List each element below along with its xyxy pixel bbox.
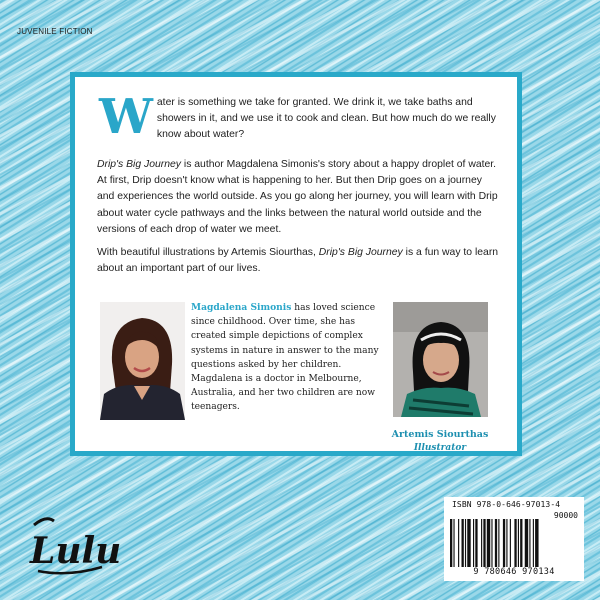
intro-paragraph [97,89,502,145]
illustrator-photo [393,302,488,417]
synopsis-text: is author Magdalena Simonis's story about a happy droplet of water. At first, Drip doesn't know what is happening to her. But then Drip goes on a journey and experiences the world outside. As you go along her journey, you will learn with Drip about water cycle pathways and the links between the natural world outside and the versions of each drop of water we meet. [97,159,498,235]
logo-text: Lulu [30,530,122,572]
book-title-italic: Drip's Big Journey [97,159,181,170]
illustrator-role: Illustrator [413,443,467,453]
blurb-panel [70,72,522,456]
illustration-text-end: is a fun way to learn about an important part of our lives. [97,247,499,275]
lulu-logo [28,515,122,577]
author-bio-text: has loved science since childhood. Over time, she has created simple depictions of complex systems in nature in answer to the many questions asked by her children. Magdalena is a doctor in Melbourne, Australia, and her two children are now teenagers. [191,303,379,413]
book-title-italic-2: Drip's Big Journey [318,247,403,258]
barcode-bars [450,519,578,567]
illustrator-name: Artemis Siourthas [391,429,489,440]
illustration-text-start: With beautiful illustrations by Artemis Siourthas, [97,247,319,258]
barcode-area [444,497,584,581]
genre-label: JUVENILE FICTION [17,27,93,36]
author-bio [191,301,385,415]
isbn-number: ISBN 978-0-646-97013-4 [452,500,561,509]
dropcap-letter: W [99,89,153,145]
intro-text [97,89,502,145]
synopsis-paragraph [97,157,502,238]
intro-rest-text: ater is something we take for granted. We drink it, we take baths and showers in it, and we use it to cook and clean. But how much do we really know about water? [156,97,496,141]
price-code: 90000 [553,511,578,520]
barcode-digits: 9 780646 970134 [473,567,555,577]
illustration-paragraph [97,245,502,277]
author-photo [100,302,185,420]
author-name: Magdalena Simonis [191,302,292,313]
